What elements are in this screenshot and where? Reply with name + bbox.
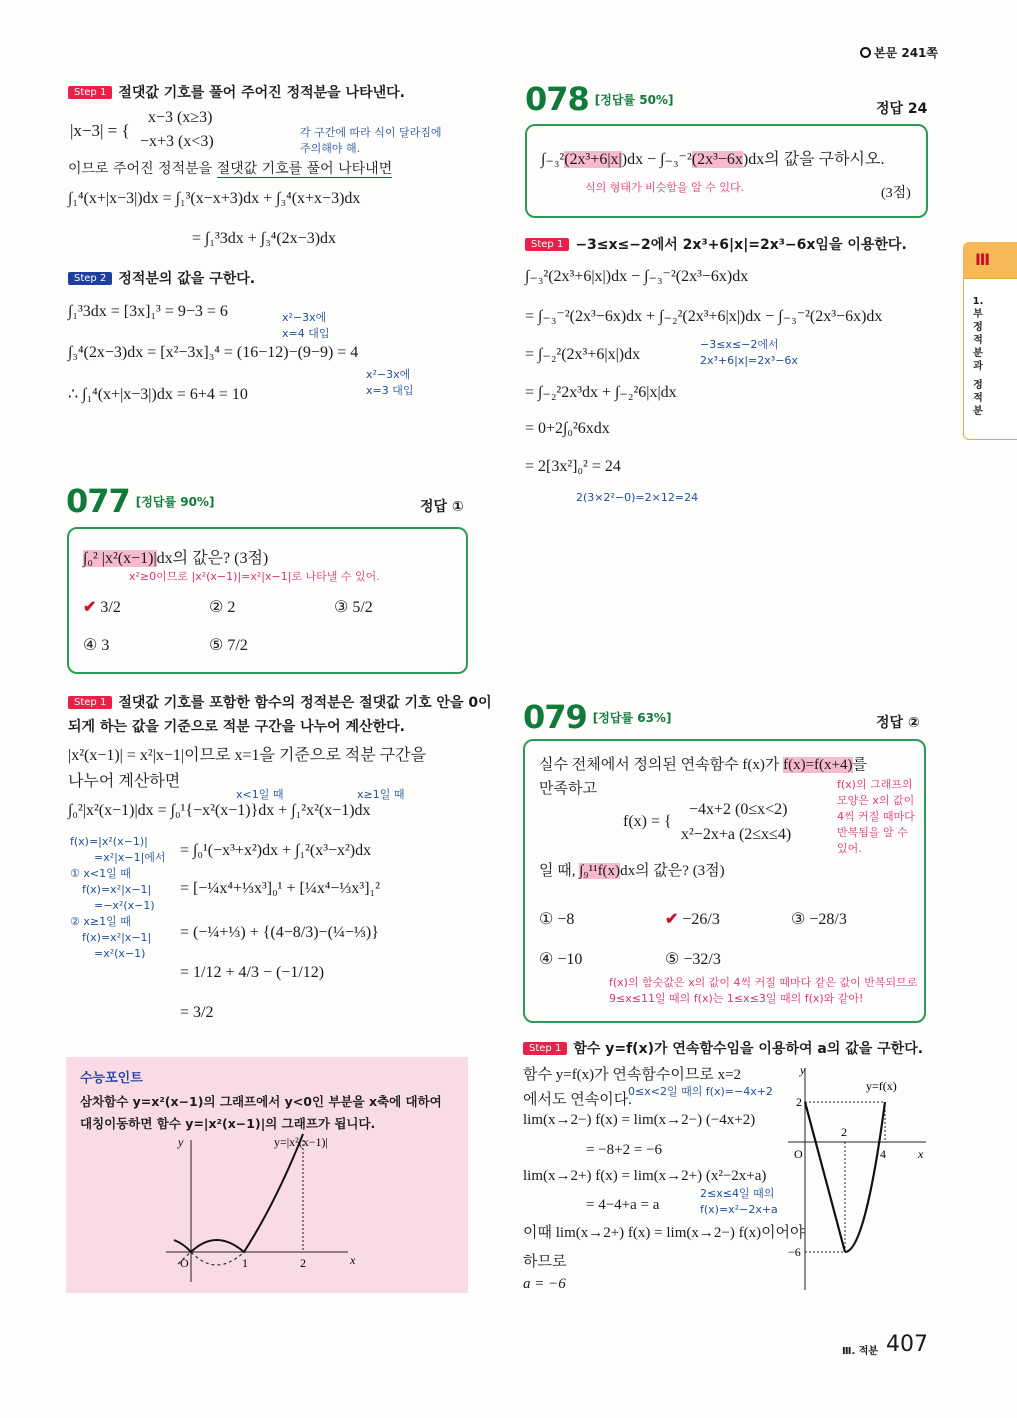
point-box: [66, 1057, 468, 1293]
step-badge: Step 2: [68, 272, 112, 285]
limit-line: lim(x→2−) f(x) = lim(x→2−) (−4x+2): [523, 1112, 756, 1128]
problem-077-header: [66, 482, 214, 520]
note-line: ② x≥1일 때: [70, 915, 131, 928]
tick-label: 2: [841, 1125, 847, 1139]
solution-line: 에서도 연속이다.: [523, 1092, 632, 1108]
tab-char: 정: [973, 380, 983, 391]
x-axis-label: x: [918, 1147, 924, 1161]
equation: ∴ ∫₁⁴(x+|x−3|)dx = 6+4 = 10: [68, 386, 248, 403]
note-calc: 2(3×2²−0)=2×12=24: [576, 491, 699, 504]
points-label: (3점): [881, 186, 911, 201]
origin-label: O: [794, 1147, 803, 1161]
abs-cubic-graph: [166, 1132, 386, 1292]
correct-rate: [정답률 63%]: [592, 711, 672, 725]
option-4[interactable]: ④ −10: [539, 951, 583, 968]
note-line: f(x)=x²−2x+a: [700, 1203, 778, 1216]
tick-label: −6: [788, 1245, 801, 1259]
note-line: 있어.: [837, 842, 862, 855]
tab-char: 분: [973, 406, 983, 417]
chapter-tab[interactable]: [963, 242, 1017, 278]
step1-heading: [68, 692, 492, 712]
step2-heading: [68, 268, 255, 288]
problem-number: 077: [66, 482, 130, 520]
question-line2: 만족하고: [539, 781, 597, 797]
question-highlight: (2x³+6|x|: [564, 151, 622, 168]
equation: = ∫₀¹(−x³+x²)dx + ∫₁²(x³−x²)dx: [180, 842, 372, 859]
step1-heading: [523, 1038, 923, 1058]
curve-label: y=f(x): [866, 1079, 897, 1093]
step-badge: Step 1: [68, 86, 112, 99]
question-highlight: ∫₉¹¹f(x): [579, 863, 621, 879]
answer-label: 정답 24: [876, 101, 928, 117]
limit-line: = −8+2 = −6: [586, 1142, 663, 1158]
page-reference-text: 본문 241쪽: [874, 46, 939, 60]
question-highlight: ∫₀² |x²(x−1)|: [83, 550, 157, 567]
step1-heading: [525, 234, 907, 254]
correct-rate: [정답률 90%]: [135, 495, 215, 509]
note-right-piece: [700, 1186, 778, 1218]
tab-char: 과: [973, 361, 983, 372]
result-line: a = −6: [523, 1276, 566, 1292]
step-badge: Step 1: [523, 1042, 567, 1055]
question-note: 식의 형태가 비슷함을 알 수 있다.: [585, 181, 745, 194]
equation: = ∫₁³3dx + ∫₃⁴(2x−3)dx: [192, 230, 337, 247]
q-part: 실수 전체에서 정의된 연속함수 f(x)가: [539, 757, 784, 773]
question: [83, 545, 268, 568]
equation: = 2[3x²]₀² = 24: [525, 458, 621, 475]
tab-char: 부: [973, 309, 983, 320]
question-line1: [539, 753, 867, 774]
equation: ∫₋₃²(2x³+6|x|)dx − ∫₋₃⁻²(2x³−6x)dx: [525, 268, 749, 285]
note-line: f(x)=|x²(x−1)|: [70, 835, 148, 848]
note-line: 반복됨을 알 수: [837, 826, 908, 839]
note-line: 2x³+6|x|=2x³−6x: [700, 354, 798, 367]
option-label: −26/3: [682, 911, 720, 928]
case-lhs: |x−3| = {: [70, 121, 130, 140]
note-line: 2≤x≤4일 때의: [700, 1187, 775, 1200]
y-axis-label: y: [800, 1063, 806, 1077]
quadratic-piece: [845, 1102, 885, 1252]
linear-piece: [805, 1102, 845, 1252]
equation: ∫₁⁴(x+|x−3|)dx = ∫₁³(x−x+3)dx + ∫₃⁴(x+x−3)dx: [68, 190, 361, 207]
option-3[interactable]: ③ −28/3: [791, 911, 847, 928]
equation: = 3/2: [180, 1004, 214, 1021]
question: [541, 146, 884, 169]
note-line: x=3 대입: [366, 384, 414, 397]
q-part: ∫₋₃²: [541, 151, 565, 168]
solution-line: 나누어 계산하면: [68, 773, 181, 790]
step-badge: Step 1: [68, 696, 112, 709]
point-text: 대칭이동하면 함수 y=|x²(x−1)|의 그래프가 됩니다.: [80, 1116, 376, 1131]
equation: = ∫₋₂²(2x³+6|x|)dx: [525, 346, 641, 363]
equation: = (−¼+⅓) + {(4−8/3)−(¼−⅓)}: [180, 924, 379, 941]
q-part: )dx − ∫₋₃⁻²: [621, 151, 692, 168]
note-line: −3≤x≤−2에서: [700, 338, 779, 351]
problem-078-header: [525, 80, 673, 118]
solution-line: |x²(x−1)| = x²|x−1|이므로 x=1을 기준으로 적분 구간을: [68, 747, 427, 764]
note-line: x=4 대입: [282, 327, 330, 340]
intro-line: [68, 158, 392, 178]
curve-label: y=|x²(x−1)|: [274, 1135, 328, 1149]
intro-text: 이므로 주어진 정적분을: [68, 161, 217, 177]
step-title: −3≤x≤−2에서 2x³+6|x|=2x³−6x임을 이용한다.: [575, 237, 907, 253]
section-tab[interactable]: [963, 278, 1017, 440]
note-periodic: [837, 777, 915, 857]
piecewise-case: −4x+2 (0≤x<2): [689, 801, 788, 818]
x-axis-label: x: [350, 1253, 356, 1267]
note-line: 모양은 x의 값이: [837, 794, 915, 807]
check-icon: ✔: [83, 599, 97, 616]
tick-label: 2: [796, 1095, 802, 1109]
piecewise-case: x²−2x+a (2≤x≤4): [681, 826, 792, 843]
note-x3: [366, 367, 413, 399]
problem-077-box: [67, 527, 468, 674]
point-text: 삼차함수 y=x²(x−1)의 그래프에서 y<0인 부분을 x축에 대하여: [80, 1094, 442, 1109]
problem-079-header: [523, 698, 671, 736]
answer-label: 정답 ②: [876, 715, 920, 731]
solution-line: 하므로: [523, 1254, 567, 1270]
circle-icon: [860, 47, 871, 58]
note-line: x²−3x에: [366, 368, 411, 381]
question-note: x²≥0이므로 |x²(x−1)|=x²|x−1|로 나타낼 수 있어.: [129, 570, 380, 583]
note-line: ① x<1일 때: [70, 867, 131, 880]
abs-curve: [174, 1134, 303, 1252]
q-part: 일 때,: [539, 863, 580, 879]
equation: ∫₀²|x²(x−1)|dx = ∫₀¹{−x²(x−1)}dx + ∫₁²x²(x−1)dx: [68, 802, 371, 819]
question-highlight: (2x³−6x: [691, 151, 743, 168]
question-highlight: f(x)=f(x+4): [783, 757, 853, 773]
tab-char: 적: [973, 393, 983, 404]
equation: ∫₁³3dx = [3x]₁³ = 9−3 = 6: [68, 303, 228, 320]
option-label: 3/2: [100, 599, 121, 616]
page-number: 407: [886, 1332, 928, 1357]
note-range: [700, 337, 798, 369]
equation: = 0+2∫₀²6xdx: [525, 420, 610, 437]
intro-underlined: 절댓값 기호를 풀어 나타내면: [216, 161, 393, 177]
option-3[interactable]: ③ 5/2: [334, 599, 373, 616]
condition-label: x≥1일 때: [357, 788, 405, 801]
equation: = 1/12 + 4/3 − (−1/12): [180, 964, 325, 981]
limit-line: lim(x→2+) f(x) = lim(x→2+) (x²−2x+a): [523, 1168, 767, 1184]
correct-rate: [정답률 50%]: [594, 93, 674, 107]
equation: = [−¼x⁴+⅓x³]₀¹ + [¼x⁴−⅓x³]₁²: [180, 880, 380, 897]
q-part: )dx의 값을 구하시오.: [742, 151, 885, 168]
problem-number: 079: [523, 698, 587, 736]
condition-label: x<1일 때: [236, 788, 284, 801]
note-line: 주의해야 해.: [300, 142, 361, 155]
option-1[interactable]: [83, 597, 121, 617]
note-line: f(x)의 함숫값은 x의 값이 4씩 커질 때마다 같은 값이 반복되므로: [609, 976, 918, 989]
note-line: 각 구간에 따라 식이 달라짐에: [300, 126, 442, 139]
piecewise-graph: [778, 1062, 928, 1292]
tab-char: 1.: [972, 296, 984, 307]
step-title-cont: 되게 하는 값을 기준으로 적분 구간을 나누어 계산한다.: [68, 719, 405, 735]
note-bottom: [609, 975, 917, 1007]
tab-char: 적: [973, 335, 983, 346]
note-left-piece: 0≤x<2일 때의 f(x)=−4x+2: [628, 1085, 773, 1098]
tab-char: 정: [973, 322, 983, 333]
problem-number: 078: [525, 80, 589, 118]
equation: = ∫₋₂²2x³dx + ∫₋₂²6|x|dx: [525, 384, 677, 401]
origin-label: O: [180, 1256, 189, 1270]
note-line: x²−3x에: [282, 311, 327, 324]
option-1[interactable]: ① −8: [539, 911, 575, 928]
page-reference: [860, 44, 938, 61]
question-line3: [539, 859, 725, 880]
note-line: f(x)=x²|x−1|: [82, 883, 152, 896]
chapter-roman: Ⅲ: [975, 250, 991, 269]
option-5[interactable]: ⑤ −32/3: [665, 951, 721, 968]
tab-char: 분: [973, 348, 983, 359]
note-line: =x²|x−1|에서: [94, 851, 166, 864]
footer-chapter: Ⅲ. 적분: [842, 1346, 879, 1357]
answer-label: 정답 ①: [420, 499, 464, 515]
question-text: dx의 값은? (3점): [156, 550, 269, 567]
note-line: f(x)=x²|x−1|: [82, 931, 152, 944]
step1-heading: [68, 82, 405, 102]
note-line: =x²(x−1): [94, 947, 146, 960]
solution-line: 함수 y=f(x)가 연속함수이므로 x=2: [523, 1067, 742, 1083]
option-4[interactable]: ④ 3: [83, 637, 110, 654]
case-bottom: −x+3 (x<3): [140, 133, 214, 150]
section-label: [964, 279, 992, 418]
note-line: =−x²(x−1): [94, 899, 155, 912]
problem-079-box: [523, 739, 926, 1023]
tick-label: 1: [242, 1256, 248, 1270]
limit-line: = 4−4+a = a: [586, 1197, 660, 1213]
step-title: 절댓값 기호를 포함한 함수의 정적분은 절댓값 기호 안을 0이: [118, 695, 492, 711]
solution-line: 이때 lim(x→2+) f(x) = lim(x→2−) f(x)이어야: [523, 1225, 805, 1241]
side-note: [70, 834, 166, 962]
step-title: 정적분의 값을 구한다.: [118, 271, 256, 287]
q-part: dx의 값은? (3점): [620, 863, 725, 879]
option-2[interactable]: ② 2: [209, 599, 236, 616]
point-title: 수능포인트: [80, 1071, 143, 1086]
option-5[interactable]: ⑤ 7/2: [209, 637, 248, 654]
tick-label: 2: [300, 1256, 306, 1270]
y-axis-label: y: [178, 1135, 184, 1149]
tick-label: 4: [880, 1147, 886, 1161]
step-title: 함수 y=f(x)가 연속함수임을 이용하여 a의 값을 구한다.: [573, 1041, 924, 1057]
option-2[interactable]: [665, 909, 720, 929]
note-line: 9≤x≤11일 때의 f(x)는 1≤x≤3일 때의 f(x)와 같아!: [609, 992, 864, 1005]
equation: = ∫₋₃⁻²(2x³−6x)dx + ∫₋₂²(2x³+6|x|)dx − ∫₋₃⁻²(2x³−6x)dx: [525, 308, 883, 325]
check-icon: ✔: [665, 911, 679, 928]
note-cases: [300, 125, 442, 157]
note-x4: [282, 310, 329, 342]
note-line: f(x)의 그래프의: [837, 778, 913, 791]
note-line: 4씩 커질 때마다: [837, 810, 915, 823]
step-badge: Step 1: [525, 238, 569, 251]
step-title: 절댓값 기호를 풀어 주어진 정적분을 나타낸다.: [118, 85, 405, 101]
problem-078-box: [525, 124, 928, 218]
q-part: 를: [852, 757, 867, 773]
case-top: x−3 (x≥3): [148, 109, 213, 126]
piecewise-lhs: f(x) = {: [623, 813, 672, 830]
equation: ∫₃⁴(2x−3)dx = [x²−3x]₃⁴ = (16−12)−(9−9) = 4: [68, 344, 359, 361]
